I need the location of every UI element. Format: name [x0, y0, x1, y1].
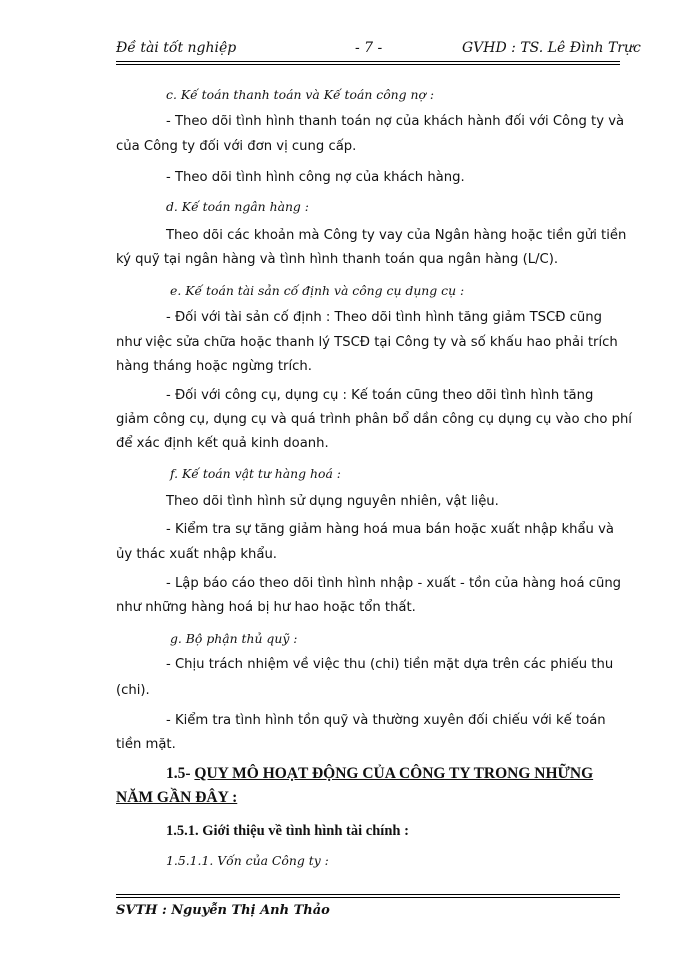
header-page-number: - 7 - — [355, 40, 383, 56]
text-line: (chi). — [116, 683, 150, 698]
subsection-heading: 1.5.1. Giới thiệu về tình hình tài chính : — [166, 823, 409, 839]
section-heading-cont — [116, 789, 237, 807]
section-heading — [166, 765, 593, 783]
text-line: - Theo dõi tình hình thanh toán nợ của khách hành đối với Công ty và — [166, 114, 625, 129]
section-title-line2: NĂM GẦN ĐÂY : — [116, 789, 238, 806]
text-line: Theo dõi các khoản mà Công ty vay của Ngân hàng hoặc tiền gửi tiền — [166, 228, 627, 243]
subheading-c: c. Kế toán thanh toán và Kế toán công nợ : — [166, 87, 435, 102]
text-line: tiền mặt. — [116, 737, 176, 752]
text-line: Theo dõi tình hình sử dụng nguyên nhiên, vật liệu. — [166, 494, 499, 509]
footer-rule — [116, 897, 620, 898]
subheading-g: g. Bộ phận thủ quỹ : — [170, 631, 298, 646]
text-line: ủy thác xuất nhập khẩu. — [116, 547, 277, 562]
header-rule — [116, 61, 620, 62]
text-line: như những hàng hoá bị hư hao hoặc tổn thất. — [116, 600, 416, 615]
section-title-line1: QUY MÔ HOẠT ĐỘNG CỦA CÔNG TY TRONG NHỮNG — [194, 765, 594, 782]
text-line: - Theo dõi tình hình công nợ của khách hàng. — [166, 170, 465, 185]
section-number: 1.5- — [166, 765, 191, 782]
text-line: - Chịu trách nhiệm về việc thu (chi) tiền mặt dựa trên các phiếu thu — [166, 657, 614, 672]
subheading-f: f. Kế toán vật tư hàng hoá : — [170, 466, 341, 481]
text-line: như việc sửa chữa hoặc thanh lý TSCĐ tại Công ty và số khấu hao phải trích — [116, 335, 618, 350]
header-rule — [116, 64, 620, 65]
subsubsection-heading: 1.5.1.1. Vốn của Công ty : — [166, 853, 329, 868]
text-line: để xác định kết quả kinh doanh. — [116, 436, 329, 451]
subheading-e: e. Kế toán tài sản cố định và công cụ dụng cụ : — [170, 283, 465, 298]
subheading-d: d. Kế toán ngân hàng : — [166, 199, 309, 214]
text-line: - Lập báo cáo theo dõi tình hình nhập - xuất - tồn của hàng hoá cũng — [166, 576, 622, 591]
text-line: - Kiểm tra tình hình tồn quỹ và thường xuyên đối chiếu với kế toán — [166, 713, 606, 728]
text-line: của Công ty đối với đơn vị cung cấp. — [116, 139, 357, 154]
header-advisor: GVHD : TS. Lê Đình Trực — [462, 40, 641, 56]
header-thesis-title: Đề tài tốt nghiệp — [116, 40, 237, 56]
text-line: - Đối với công cụ, dụng cụ : Kế toán cũng theo dõi tình hình tăng — [166, 388, 594, 403]
text-line: ký quỹ tại ngân hàng và tình hình thanh toán qua ngân hàng (L/C). — [116, 252, 559, 267]
text-line: giảm công cụ, dụng cụ và quá trình phân bổ dần công cụ dụng cụ vào cho phí — [116, 412, 632, 427]
text-line: hàng tháng hoặc ngừng trích. — [116, 359, 312, 374]
text-line: - Đối với tài sản cố định : Theo dõi tình hình tăng giảm TSCĐ cũng — [166, 310, 602, 325]
footer-rule — [116, 894, 620, 895]
footer-student: SVTH : Nguyễn Thị Anh Thảo — [116, 903, 330, 918]
text-line: - Kiểm tra sự tăng giảm hàng hoá mua bán hoặc xuất nhập khẩu và — [166, 522, 614, 537]
